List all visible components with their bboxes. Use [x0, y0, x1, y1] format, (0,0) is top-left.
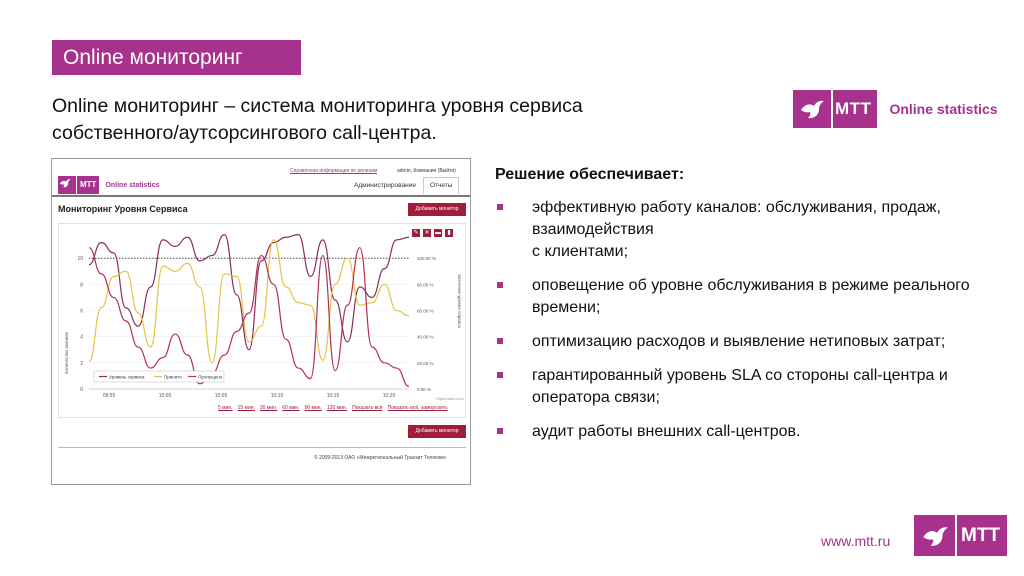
- x-tick-label: 10:05: [214, 393, 228, 399]
- list-item: гарантированный уровень SLA со стороны call-центра и оператора связи;: [497, 365, 977, 409]
- intro-line-2: собственного/аутсорсингового call-центра.: [52, 122, 437, 144]
- legend-label: Пропущено: [198, 374, 223, 380]
- copyright: © 2009-2013 ОАО «Межрегиональный Транзит Телеком»: [314, 455, 447, 461]
- solution-list: [497, 197, 977, 455]
- intro-text: [52, 93, 752, 147]
- y-tick-label: 10: [77, 256, 83, 263]
- x-tick-label: 10:15: [326, 393, 340, 399]
- bullet-icon: [497, 204, 503, 210]
- x-tick-label: 10:00: [158, 393, 172, 399]
- slide-title: Online мониторинг: [52, 40, 301, 75]
- bird-icon: [914, 515, 955, 556]
- y2-tick-label: 40.00 %: [417, 334, 434, 340]
- intro-line-1: Online мониторинг – система мониторинга уровня сервиса: [52, 95, 583, 117]
- release-notes-link[interactable]: Справочная информация по релизам: [290, 168, 378, 174]
- bird-icon: [793, 90, 831, 128]
- app-logo-mark: МТТ: [77, 176, 99, 194]
- bullet-icon: [497, 372, 503, 378]
- y2-tick-label: 60.00 %: [417, 308, 434, 314]
- list-item: аудит работы внешних call-центров.: [497, 421, 977, 443]
- chart-tools: [412, 229, 453, 237]
- delete-icon[interactable]: ✕: [424, 230, 430, 236]
- period-90[interactable]: 90 мин.: [304, 405, 322, 411]
- legend-label: Уровень сервиса: [109, 374, 145, 380]
- app-brand: Online statistics: [105, 181, 160, 189]
- chart-container: [58, 223, 466, 418]
- export-icon[interactable]: ▮: [445, 229, 453, 237]
- period-60[interactable]: 60 мин.: [282, 405, 300, 411]
- logo-mark: МТТ: [833, 90, 877, 128]
- brand-logo: [793, 90, 998, 128]
- series-line: [89, 235, 409, 350]
- app-screenshot: [51, 158, 471, 485]
- corner-logo-mark: МТТ: [957, 515, 1007, 556]
- period-30[interactable]: 30 мин.: [259, 405, 278, 411]
- bird-icon: [58, 176, 76, 194]
- y2-tick-label: 80.00 %: [417, 282, 434, 288]
- x-tick-label: 09:55: [102, 393, 116, 399]
- y-axis-label: Количество звонков: [64, 332, 69, 374]
- chart-credit: Highcharts.com: [436, 396, 464, 401]
- app-nav: [347, 177, 459, 194]
- y-tick-label: 8: [80, 282, 83, 289]
- y-tick-label: 2: [80, 360, 83, 367]
- x-tick-label: 10:20: [382, 393, 396, 399]
- add-monitor-button[interactable]: Добавить монитор: [408, 203, 466, 216]
- list-item: оповещение об уровне обслуживания в режиме реального времени;: [497, 275, 977, 319]
- period-all-freeze[interactable]: Показать всё, заморозить: [387, 405, 448, 411]
- user-info[interactable]: admin, Компания (Выйти): [397, 168, 456, 174]
- bullet-icon: [497, 428, 503, 434]
- solution-heading: Решение обеспечивает:: [495, 166, 685, 183]
- series-line: [89, 248, 409, 387]
- app-logo: [58, 176, 160, 194]
- tab-reports[interactable]: Отчеты: [423, 177, 459, 194]
- header-divider: [52, 195, 470, 197]
- page-title: Мониторинг Уровня Сервиса: [58, 204, 188, 214]
- period-5[interactable]: 5 мин.: [218, 405, 233, 411]
- y2-axis-label: Значение уровня сервиса: [457, 274, 462, 328]
- website-link[interactable]: www.mtt.ru: [821, 533, 891, 549]
- legend-label: Принято: [164, 374, 182, 380]
- add-monitor-button-bottom[interactable]: Добавить монитор: [408, 425, 466, 438]
- edit-icon[interactable]: ✎: [413, 230, 419, 236]
- bullet-icon: [497, 282, 503, 288]
- list-item: оптимизацию расходов и выявление нетиповых затрат;: [497, 331, 977, 353]
- tab-administration[interactable]: Администрирование: [354, 182, 416, 189]
- app-header: [52, 159, 470, 199]
- period-15[interactable]: 15 мин.: [237, 405, 255, 411]
- list-item: эффективную работу каналов: обслуживания, продаж, взаимодействия с клиентами;: [497, 197, 977, 263]
- y-tick-label: 4: [80, 334, 83, 341]
- bullet-icon: [497, 338, 503, 344]
- period-120[interactable]: 120 мин.: [326, 405, 348, 411]
- y-tick-label: 0: [80, 387, 83, 393]
- y2-tick-label: 20.00 %: [417, 360, 434, 366]
- y-tick-label: 6: [80, 308, 83, 315]
- brand-tagline: Online statistics: [889, 101, 998, 117]
- period-selector: [218, 405, 448, 411]
- service-level-chart: [59, 224, 467, 419]
- y2-tick-label: 0.00 %: [417, 387, 432, 392]
- footer-divider: [58, 447, 466, 448]
- minimize-icon[interactable]: ▬: [435, 230, 441, 236]
- y2-tick-label: 100.00 %: [417, 256, 437, 262]
- period-all[interactable]: Показать всё: [352, 405, 383, 411]
- x-tick-label: 10:10: [270, 393, 284, 399]
- corner-logo: [914, 515, 1007, 556]
